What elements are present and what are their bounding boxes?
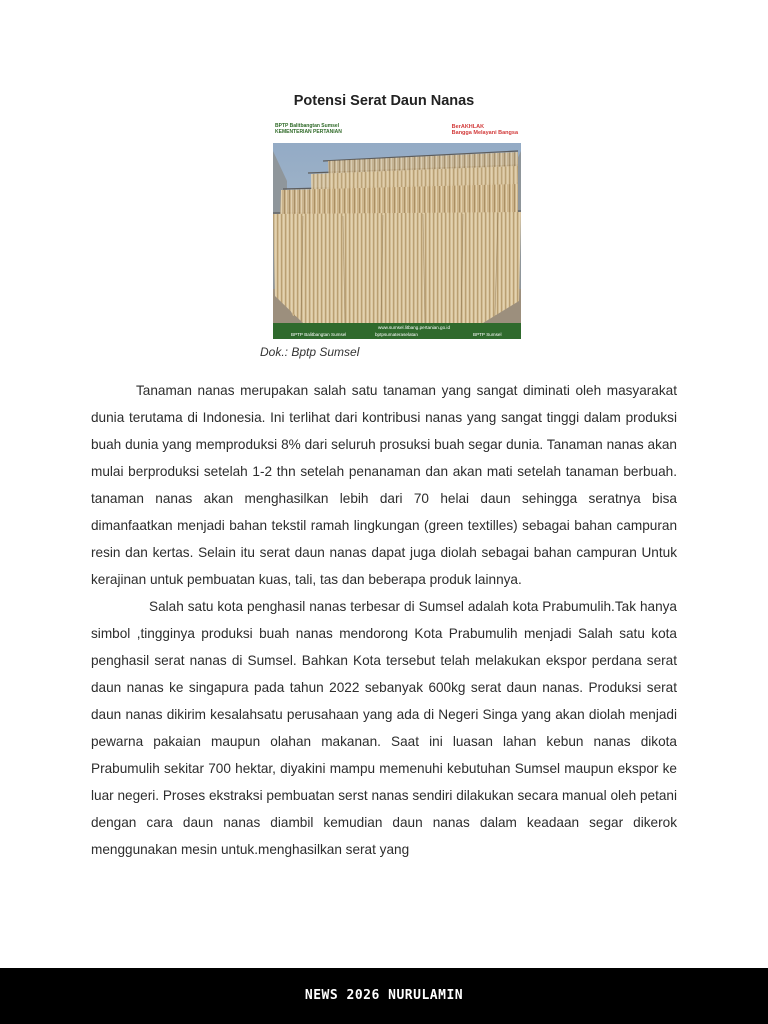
facebook-handle: BPTP Balitbangtan Sumsel [291,332,347,337]
paragraph-1: Tanaman nanas merupakan salah satu tanaman yang sangat diminati oleh masyarakat dunia terutama di Indonesia. Ini terlihat dari kontribusi nanas yang sangat tinggi dalam produksi buah dunia yang memproduksi 8% dari seluruh prosuksi buah segar dunia. Tanaman nanas akan mulai berproduksi setelah 1-2 thn setelah penanaman dan akan mati setelah tanaman berbuah. tanaman nanas akan menghasilkan lebih dari 70 helai daun sehingga seratnya bisa dimanfaatkan menjadi bahan tekstil ramah lingkungan (green textilles) sebagai bahan campuran resin dan kertas. Selain itu serat daun nanas dapat juga diolah sebagai bahan campuran Untuk kerajinan untuk pembuatan kuas, tali, tas dan beberapa produk lainnya. [91,383,677,587]
article-body [91,377,677,863]
website-url: www.sumsel.litbang.pertanian.go.id [378,325,451,330]
fiber-drying-photo [273,121,521,339]
image-caption: Dok.: Bptp Sumsel [260,345,360,359]
photo-footer-banner [273,323,521,339]
paragraph-2: Salah satu kota penghasil nanas terbesar di Sumsel adalah kota Prabumulih.Tak hanya simbol ,tingginya produksi buah nanas mendorong Kota Prabumulih menjadi Salah satu kota penghasil serat nanas di Sumsel. Bahkan Kota tersebut telah melakukan ekspor perdana serat daun nanas ke singapura pada tahun 2022 sebanyak 600kg serat daun nanas. Produksi serat daun nanas dikirim kesalahsatu perusahaan yang ada di Negeri Singa yang akan diolah menjadi pewarna pakaian maupun olahan makanan. Saat ini luasan lahan kebun nanas dikota Prabumulih sekitar 700 hektar, diyakini mampu memenuhi kebutuhan Sumsel maupun ekspor ke luar negeri. Proses ekstraksi pembuatan serst nanas sendiri dilakukan secara manual oleh petani dengan cara daun nanas diambil kemudian daun nanas dalam keadaan segar dikerok menggunakan mesin untuk.menghasilkan serat yang [91,599,677,857]
bptp-logo: BPTP Balitbangtan Sumsel KEMENTERIAN PERTANIAN [275,123,342,135]
instagram-handle: bptpsumateraselatan [375,332,418,337]
document-title: Potensi Serat Daun Nanas [293,93,475,109]
youtube-handle: BPTP Sumsel [473,332,502,337]
footer-bar [0,968,768,1024]
footer-label: NEWS 2026 NURULAMIN [304,988,464,1003]
berakhlak-logo: BerAKHLAK Bangga Melayani Bangsa [451,124,518,136]
